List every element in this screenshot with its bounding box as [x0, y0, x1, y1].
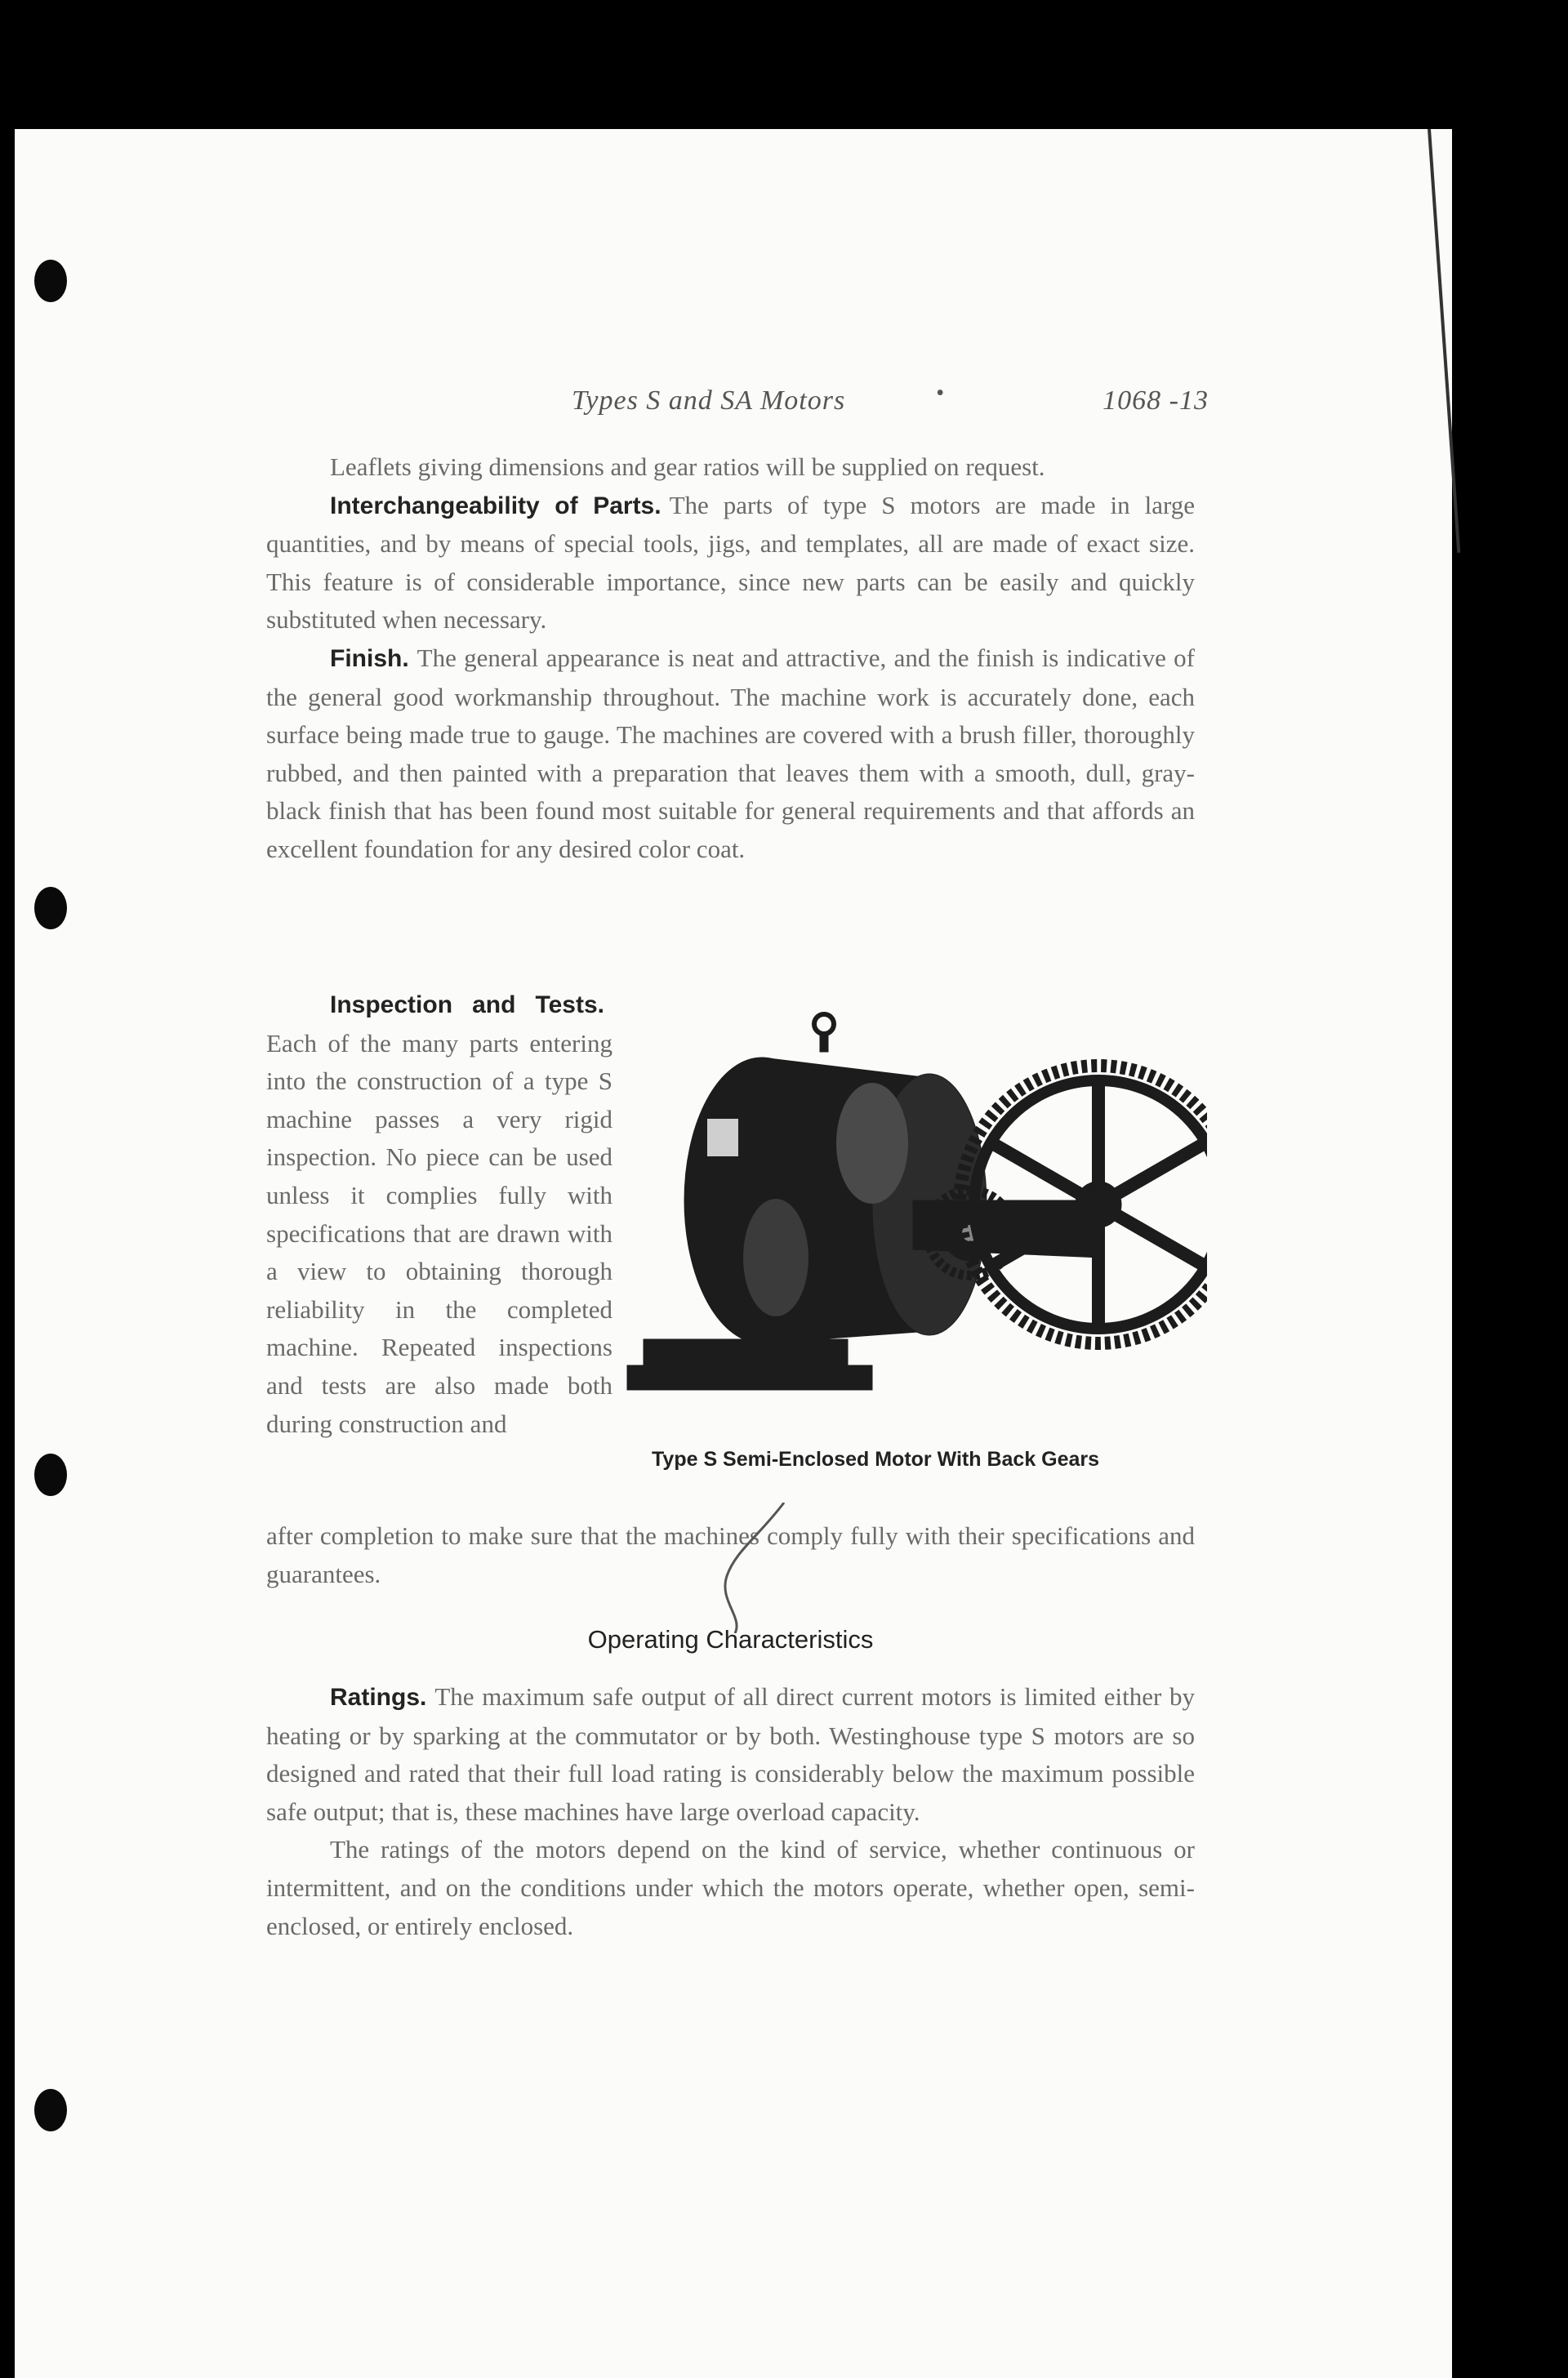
finish-heading: Finish.: [330, 644, 409, 672]
ratings-depend-paragraph: The ratings of the motors depend on the kind of service, whether continuous or intermittent, and on the conditions under which the motors operate, whether open, semi-enclosed, or entirely enclosed.: [266, 1835, 1195, 1940]
ratings-text: The maximum safe output of all direct current motors is limited either by heating or by sparking at the commutator or by both. Westinghouse type S motors are so designed and rated that their full load rating is considerably below the maximum possible safe output; that is, these machines have large overload capacity.: [266, 1682, 1195, 1826]
inspection-column: [266, 986, 612, 1443]
section-title: Operating Characteristics: [587, 1625, 874, 1654]
binder-hole: [34, 887, 67, 929]
inspection-paragraph: [266, 986, 612, 1443]
inspection-text: Each of the many parts entering into the construction of a type S machine passes a very rigid inspection. No piece can be used unless it complies fully with specifications that are drawn with a view to obtaining thorough reliability in the completed machine. Repeated inspections and tests are also made both during construction and: [266, 1028, 612, 1438]
interchangeability-text: The parts of type S motors are made in large quantities, and by means of special tools, jigs, and templates, all are made of exact size. This feature is of considerable importance, since new parts can be easily and quickly substituted when necessary.: [266, 490, 1196, 635]
finish-paragraph: [266, 639, 1195, 869]
motor-illustration: [619, 996, 1207, 1454]
binder-hole: [34, 260, 67, 302]
inspection-heading: Inspection and Tests.: [330, 991, 604, 1018]
page-number: 1068 -13: [1102, 385, 1209, 416]
ratings-paragraph: [266, 1678, 1195, 1831]
leaflets-paragraph: Leaflets giving dimensions and gear ratios will be supplied on request.: [330, 452, 1045, 481]
body-lower: [266, 1678, 1195, 1945]
inspection-continued: after completion to make sure that the machines comply fully with their specifications and guarantees.: [266, 1521, 1195, 1588]
running-header: [572, 381, 1209, 421]
binder-hole: [34, 2089, 67, 2131]
interchangeability-heading: Interchangeability of Parts.: [330, 492, 662, 519]
finish-text: The general appearance is neat and attractive, and the finish is indicative of the general good workmanship throughout. The machine work is accurately done, each surface being made true to gauge. The machines are covered with a brush filler, thoroughly rubbed, and then painted with a preparation that leaves them with a smooth, dull, gray-black finish that has been found most suitable for general requirements and that affords an excellent foundation for any desired color coat.: [266, 643, 1195, 863]
ratings-heading: Ratings.: [330, 1684, 427, 1711]
body-upper: [266, 448, 1195, 869]
interchangeability-paragraph: [266, 487, 1195, 639]
pencil-mark: [702, 1503, 800, 1633]
figure-caption: Type S Semi-Enclosed Motor With Back Gears: [652, 1448, 1100, 1471]
binder-hole: [34, 1454, 67, 1496]
header-title: Types S and SA Motors: [572, 385, 846, 416]
header-mark: •: [936, 381, 945, 406]
